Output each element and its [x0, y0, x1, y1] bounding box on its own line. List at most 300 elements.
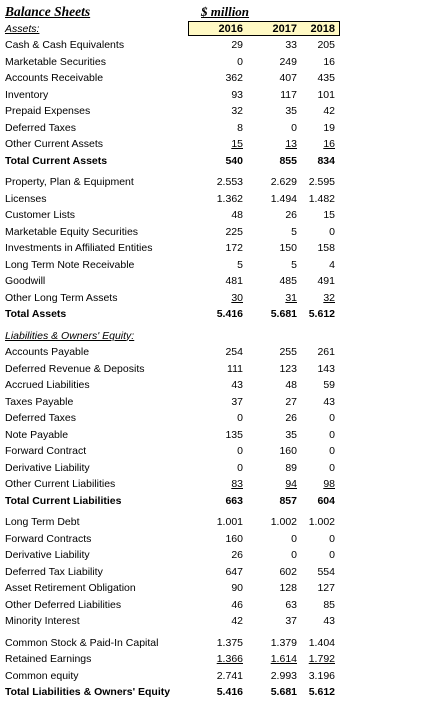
- row-label: Total Current Liabilities: [5, 494, 122, 507]
- value-text: 0: [291, 121, 297, 134]
- value-text: 32: [323, 291, 335, 304]
- value-text: 602: [279, 565, 297, 578]
- table-row: [5, 668, 437, 685]
- cell-value: [295, 344, 335, 361]
- value-text: 5: [291, 225, 297, 238]
- value-text: 48: [285, 379, 297, 391]
- table-row: [5, 531, 437, 548]
- cell-value: [203, 344, 243, 361]
- cell-value: [257, 493, 297, 510]
- cell-value: [295, 613, 335, 630]
- cell-value: [203, 103, 243, 120]
- table-row: [5, 207, 437, 224]
- value-text: 249: [279, 55, 297, 68]
- value-text: 2.741: [216, 669, 243, 682]
- value-text: 2.629: [270, 176, 297, 188]
- cell-value: [295, 394, 335, 411]
- cell-value: [257, 427, 297, 444]
- cell-value: [257, 290, 297, 307]
- cell-value: [295, 37, 335, 54]
- value-text: 362: [225, 72, 243, 84]
- cell-value: [203, 547, 243, 564]
- value-text: 33: [285, 39, 297, 51]
- cell-value: [203, 476, 243, 493]
- value-text: 30: [231, 291, 243, 304]
- value-text: 1.379: [270, 636, 297, 649]
- liabilities-heading-row: [5, 328, 437, 345]
- table-row: [5, 597, 437, 614]
- table-row: [5, 153, 437, 170]
- cell-value: [295, 564, 335, 581]
- row-label: Other Current Liabilities: [5, 478, 116, 490]
- value-text: 1.614: [270, 653, 297, 665]
- value-text: 0: [237, 461, 243, 474]
- cell-value: [295, 153, 335, 170]
- value-text: 85: [323, 598, 335, 611]
- value-text: 43: [323, 395, 335, 408]
- value-text: 1.001: [216, 516, 243, 528]
- cell-value: [257, 153, 297, 170]
- cell-value: [257, 257, 297, 274]
- row-label: Long Term Debt: [5, 516, 80, 528]
- cell-value: [203, 597, 243, 614]
- cell-value: [203, 257, 243, 274]
- table-row: [5, 290, 437, 307]
- value-text: 5: [237, 258, 243, 271]
- table-row: [5, 191, 437, 208]
- balance-sheet: [5, 4, 437, 701]
- cell-value: [203, 290, 243, 307]
- value-text: 172: [225, 242, 243, 254]
- cell-value: [257, 597, 297, 614]
- cell-value: [295, 290, 335, 307]
- year-header-row: [5, 21, 437, 38]
- value-text: 5.612: [308, 308, 335, 320]
- row-label: Inventory: [5, 88, 49, 101]
- liabilities-heading: Liabilities & Owners' Equity:: [5, 329, 135, 342]
- cell-value: [295, 460, 335, 477]
- value-text: 834: [317, 154, 335, 167]
- value-text: 540: [225, 154, 243, 167]
- table-row: [5, 580, 437, 597]
- cell-value: [295, 361, 335, 378]
- table-row: [5, 460, 437, 477]
- value-text: 43: [323, 615, 335, 627]
- table-row: [5, 37, 437, 54]
- value-text: 43: [231, 379, 243, 391]
- row-label: Total Liabilities & Owners' Equity: [5, 686, 171, 698]
- value-text: 143: [317, 362, 335, 375]
- cell-value: [295, 651, 335, 668]
- table-row: [5, 476, 437, 493]
- value-text: 93: [231, 88, 243, 101]
- cell-value: [203, 613, 243, 630]
- cell-value: [257, 136, 297, 153]
- row-label: Common equity: [5, 669, 79, 682]
- table-row: [5, 613, 437, 630]
- cell-value: [257, 344, 297, 361]
- value-text: 19: [323, 121, 335, 134]
- value-text: 255: [279, 346, 297, 358]
- cell-value: [295, 443, 335, 460]
- cell-value: [203, 684, 243, 701]
- row-label: Licenses: [5, 192, 47, 205]
- value-text: 5.681: [270, 308, 297, 320]
- cell-value: [257, 443, 297, 460]
- value-text: 1.002: [270, 516, 297, 528]
- table-row: [5, 443, 437, 460]
- value-text: 26: [231, 549, 243, 561]
- cell-value: [295, 377, 335, 394]
- cell-value: [203, 174, 243, 191]
- row-label: Forward Contracts: [5, 532, 92, 545]
- cell-value: [257, 207, 297, 224]
- table-row: [5, 306, 437, 323]
- long-term-liabilities-section: [5, 514, 437, 630]
- current-assets-section: [5, 37, 437, 153]
- value-text: 63: [285, 598, 297, 611]
- value-text: 5.416: [216, 686, 243, 698]
- cell-value: [203, 306, 243, 323]
- value-text: 160: [225, 532, 243, 545]
- row-label: Derivative Liability: [5, 461, 90, 474]
- value-text: 3.196: [308, 669, 335, 682]
- cell-value: [203, 273, 243, 290]
- cell-value: [257, 394, 297, 411]
- value-text: 604: [317, 494, 335, 507]
- table-row: [5, 377, 437, 394]
- cell-value: [295, 54, 335, 71]
- value-text: 15: [323, 209, 335, 221]
- cell-value: [257, 635, 297, 652]
- cell-value: [295, 493, 335, 510]
- row-label: Cash & Cash Equivalents: [5, 39, 125, 51]
- row-label: Retained Earnings: [5, 653, 92, 665]
- value-text: 2.553: [216, 176, 243, 188]
- value-text: 5: [291, 258, 297, 271]
- cell-value: [257, 684, 297, 701]
- value-text: 1.375: [216, 636, 243, 649]
- cell-value: [203, 460, 243, 477]
- cell-value: [295, 120, 335, 137]
- cell-value: [257, 547, 297, 564]
- cell-value: [257, 564, 297, 581]
- value-text: 1.366: [216, 653, 243, 665]
- value-text: 647: [225, 565, 243, 578]
- row-label: Accounts Receivable: [5, 72, 104, 84]
- row-label: Long Term Note Receivable: [5, 258, 135, 271]
- value-text: 0: [329, 461, 335, 474]
- value-text: 0: [291, 549, 297, 561]
- cell-value: [295, 273, 335, 290]
- cell-value: [257, 306, 297, 323]
- row-label: Deferred Taxes: [5, 412, 77, 424]
- table-row: [5, 136, 437, 153]
- value-text: 1.792: [308, 653, 335, 665]
- cell-value: [295, 427, 335, 444]
- row-label: Note Payable: [5, 428, 69, 441]
- cell-value: [257, 103, 297, 120]
- cell-value: [257, 224, 297, 241]
- value-text: 857: [279, 494, 297, 507]
- value-text: 26: [285, 209, 297, 221]
- row-label: Investments in Affiliated Entities: [5, 242, 153, 254]
- year-header: 2016: [218, 22, 243, 35]
- table-row: [5, 684, 437, 701]
- cell-value: [203, 580, 243, 597]
- cell-value: [295, 514, 335, 531]
- value-text: 32: [231, 105, 243, 117]
- value-text: 16: [323, 138, 335, 150]
- row-label: Other Deferred Liabilities: [5, 598, 122, 611]
- value-text: 0: [329, 412, 335, 424]
- cell-value: [295, 174, 335, 191]
- cell-value: [257, 377, 297, 394]
- cell-value: [257, 651, 297, 668]
- value-text: 94: [285, 478, 297, 490]
- row-label: Deferred Revenue & Deposits: [5, 362, 145, 375]
- value-text: 160: [279, 445, 297, 457]
- cell-value: [203, 191, 243, 208]
- value-text: 1.002: [308, 516, 335, 528]
- cell-value: [257, 174, 297, 191]
- cell-value: [257, 191, 297, 208]
- value-text: 0: [237, 412, 243, 424]
- cell-value: [203, 635, 243, 652]
- table-row: [5, 174, 437, 191]
- cell-value: [203, 240, 243, 257]
- cell-value: [257, 120, 297, 137]
- cell-value: [295, 207, 335, 224]
- cell-value: [257, 87, 297, 104]
- cell-value: [257, 613, 297, 630]
- value-text: 46: [231, 598, 243, 611]
- table-row: [5, 120, 437, 137]
- table-row: [5, 70, 437, 87]
- value-text: 111: [227, 362, 243, 375]
- value-text: 13: [285, 138, 297, 150]
- row-label: Prepaid Expenses: [5, 105, 91, 117]
- table-row: [5, 635, 437, 652]
- table-row: [5, 224, 437, 241]
- cell-value: [257, 476, 297, 493]
- cell-value: [295, 597, 335, 614]
- table-row: [5, 427, 437, 444]
- row-label: Deferred Tax Liability: [5, 565, 103, 578]
- cell-value: [203, 136, 243, 153]
- cell-value: [203, 651, 243, 668]
- value-text: 135: [225, 428, 243, 441]
- cell-value: [257, 361, 297, 378]
- row-label: Total Assets: [5, 308, 67, 320]
- value-text: 2.595: [308, 176, 335, 188]
- value-text: 254: [225, 346, 243, 358]
- cell-value: [257, 70, 297, 87]
- value-text: 117: [280, 88, 297, 101]
- value-text: 0: [291, 532, 297, 545]
- cell-value: [295, 70, 335, 87]
- value-text: 48: [231, 209, 243, 221]
- table-row: [5, 344, 437, 361]
- table-row: [5, 103, 437, 120]
- cell-value: [257, 460, 297, 477]
- title-row: [5, 4, 437, 21]
- value-text: 205: [317, 39, 335, 51]
- table-row: [5, 493, 437, 510]
- table-row: [5, 651, 437, 668]
- total-current-assets-row: [5, 153, 437, 170]
- year-header: 2017: [272, 22, 297, 35]
- table-row: [5, 514, 437, 531]
- value-text: 855: [279, 154, 297, 167]
- value-text: 29: [231, 39, 243, 51]
- cell-value: [295, 547, 335, 564]
- value-text: 8: [237, 121, 243, 134]
- cell-value: [203, 377, 243, 394]
- row-label: Goodwill: [5, 275, 46, 287]
- value-text: 83: [231, 478, 243, 490]
- table-row: [5, 410, 437, 427]
- value-text: 128: [279, 582, 297, 594]
- cell-value: [203, 207, 243, 224]
- value-text: 1.494: [270, 192, 297, 205]
- cell-value: [203, 361, 243, 378]
- value-text: 5.681: [270, 686, 297, 698]
- row-label: Taxes Payable: [5, 395, 74, 408]
- year-header: 2018: [310, 22, 335, 35]
- value-text: 150: [279, 242, 297, 254]
- cell-value: [203, 443, 243, 460]
- row-label: Other Current Assets: [5, 138, 104, 150]
- value-text: 42: [231, 615, 243, 627]
- value-text: 0: [329, 445, 335, 457]
- cell-value: [257, 580, 297, 597]
- cell-value: [257, 531, 297, 548]
- cell-value: [295, 87, 335, 104]
- value-text: 1.404: [308, 636, 335, 649]
- value-text: 158: [317, 242, 335, 254]
- cell-value: [257, 514, 297, 531]
- value-text: 31: [285, 291, 297, 304]
- cell-value: [295, 240, 335, 257]
- cell-value: [295, 257, 335, 274]
- total-assets-row: [5, 306, 437, 323]
- cell-value: [203, 493, 243, 510]
- row-label: Minority Interest: [5, 615, 80, 627]
- table-row: [5, 54, 437, 71]
- value-text: 0: [329, 532, 335, 545]
- cell-value: [295, 191, 335, 208]
- value-text: 407: [279, 72, 297, 84]
- value-text: 123: [279, 362, 297, 375]
- cell-value: [203, 668, 243, 685]
- cell-value: [203, 87, 243, 104]
- value-text: 37: [285, 615, 297, 627]
- cell-value: [295, 410, 335, 427]
- cell-value: [203, 564, 243, 581]
- value-text: 663: [225, 494, 243, 507]
- assets-heading: Assets:: [5, 22, 40, 35]
- value-text: 98: [323, 478, 335, 490]
- total-liabilities-equity-row: [5, 684, 437, 701]
- row-label: Forward Contract: [5, 445, 87, 457]
- value-text: 5.612: [308, 686, 335, 698]
- cell-value: [203, 224, 243, 241]
- table-row: [5, 273, 437, 290]
- value-text: 261: [317, 346, 335, 358]
- value-text: 59: [323, 379, 335, 391]
- cell-value: [295, 476, 335, 493]
- cell-value: [203, 531, 243, 548]
- row-label: Total Current Assets: [5, 154, 108, 167]
- row-label: Asset Retirement Obligation: [5, 582, 136, 594]
- cell-value: [295, 306, 335, 323]
- cell-value: [295, 684, 335, 701]
- value-text: 37: [231, 395, 243, 408]
- total-current-liabilities-row: [5, 493, 437, 510]
- value-text: 4: [329, 258, 335, 271]
- value-text: 485: [279, 275, 297, 287]
- row-label: Common Stock & Paid-In Capital: [5, 636, 159, 649]
- value-text: 90: [231, 582, 243, 594]
- row-label: Marketable Equity Securities: [5, 225, 139, 238]
- table-row: [5, 257, 437, 274]
- cell-value: [295, 136, 335, 153]
- value-text: 225: [225, 225, 243, 238]
- value-text: 1.482: [308, 192, 335, 205]
- row-label: Accounts Payable: [5, 346, 90, 358]
- cell-value: [295, 531, 335, 548]
- value-text: 26: [285, 412, 297, 424]
- value-text: 2.993: [270, 669, 297, 682]
- value-text: 35: [285, 105, 297, 117]
- cell-value: [257, 273, 297, 290]
- value-text: 5.416: [216, 308, 243, 320]
- value-text: 27: [285, 395, 297, 408]
- table-row: [5, 394, 437, 411]
- cell-value: [203, 120, 243, 137]
- table-row: [5, 547, 437, 564]
- cell-value: [257, 240, 297, 257]
- row-label: Other Long Term Assets: [5, 291, 118, 304]
- cell-value: [203, 54, 243, 71]
- current-liabilities-section: [5, 344, 437, 493]
- table-row: [5, 240, 437, 257]
- row-label: Customer Lists: [5, 209, 76, 221]
- value-text: 42: [323, 105, 335, 117]
- cell-value: [257, 668, 297, 685]
- value-text: 0: [237, 55, 243, 68]
- value-text: 89: [285, 461, 297, 474]
- value-text: 491: [317, 275, 335, 287]
- value-text: 35: [285, 428, 297, 441]
- value-text: 554: [317, 565, 335, 578]
- value-text: 435: [317, 72, 335, 84]
- cell-value: [257, 410, 297, 427]
- cell-value: [203, 394, 243, 411]
- value-text: 0: [237, 445, 243, 457]
- value-text: 0: [329, 225, 335, 238]
- cell-value: [295, 103, 335, 120]
- cell-value: [295, 580, 335, 597]
- value-text: 16: [323, 55, 335, 68]
- cell-value: [295, 668, 335, 685]
- cell-value: [295, 224, 335, 241]
- cell-value: [203, 37, 243, 54]
- cell-value: [203, 153, 243, 170]
- row-label: Derivative Liability: [5, 549, 90, 561]
- row-label: Deferred Taxes: [5, 121, 77, 134]
